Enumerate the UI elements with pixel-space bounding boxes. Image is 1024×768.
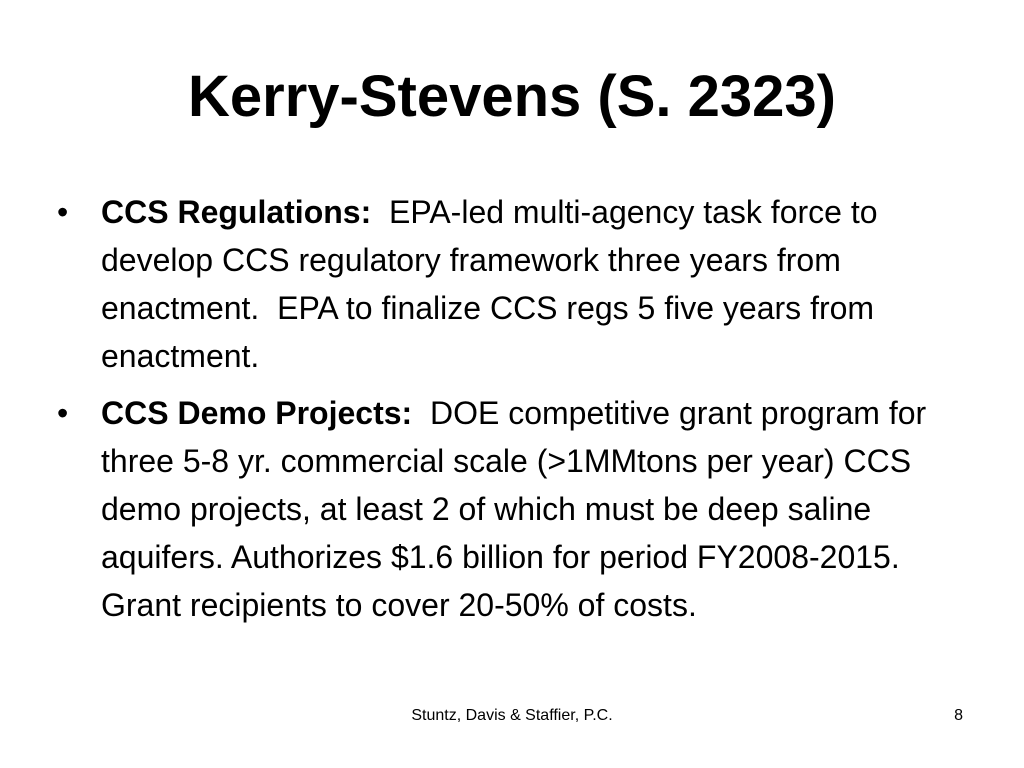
- slide-title: Kerry-Stevens (S. 2323): [188, 64, 836, 129]
- bullet-text: DOE competitive grant program for three 5-8 yr. commercial scale (>1MMtons per year) CCS demo projects, at least 2 of which must be deep saline aquifers. Authorizes $1.6 billion for period FY2008-2015. Grant recipients to cover 20-50% of costs.: [101, 395, 936, 623]
- bullet-item-ccs-regulations: [55, 188, 955, 380]
- footer-firm-name: Stuntz, Davis & Staffier, P.C.: [411, 707, 613, 724]
- page-number: 8: [954, 707, 963, 724]
- bullet-list: [55, 188, 955, 638]
- bullet-text: EPA-led multi-agency task force to develop CCS regulatory framework three years from enactment. EPA to finalize CCS regs 5 five years from enactment.: [101, 194, 887, 374]
- bullet-item-ccs-demo-projects: [55, 389, 955, 629]
- bullet-marker: •: [57, 395, 69, 431]
- bullet-marker: •: [57, 194, 69, 230]
- bullet-lead: CCS Demo Projects:: [101, 395, 413, 431]
- bullet-lead: CCS Regulations:: [101, 194, 372, 230]
